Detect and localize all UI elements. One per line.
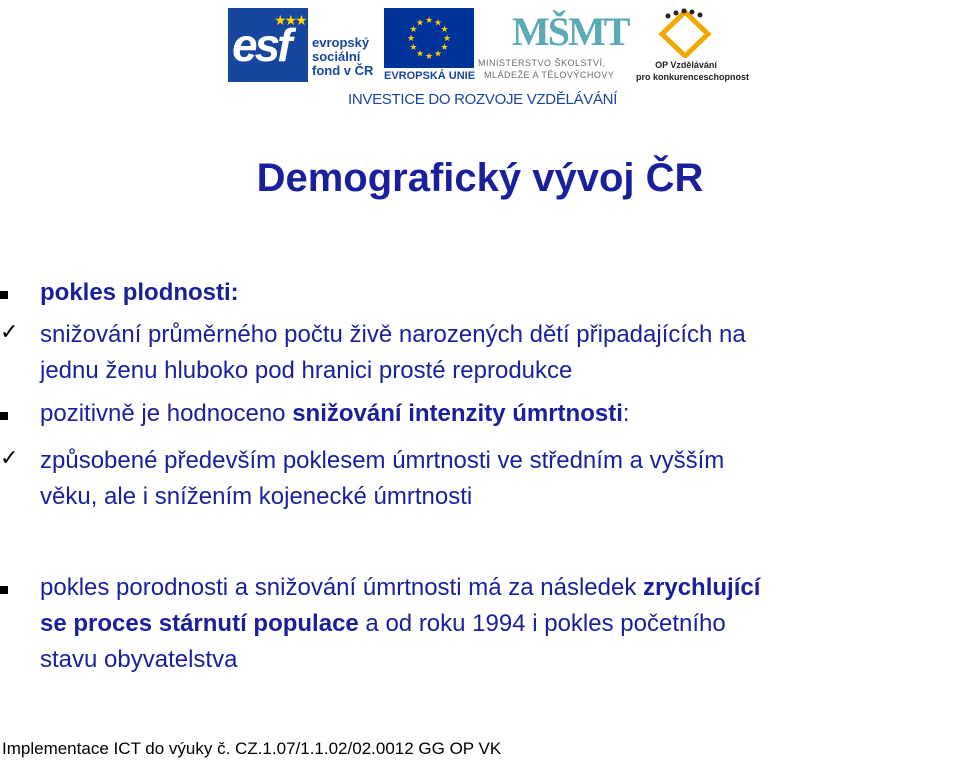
eu-star-icon: ★ bbox=[424, 51, 434, 61]
eu-label: EVROPSKÁ UNIE bbox=[384, 70, 476, 82]
op-emblem-icon bbox=[658, 8, 712, 58]
eu-star-icon: ★ bbox=[440, 42, 449, 52]
star-icon: ★★★ bbox=[274, 12, 306, 28]
eu-star-icon: ★ bbox=[433, 17, 443, 28]
eu-star-icon: ★ bbox=[433, 48, 443, 59]
esf-mark: esf bbox=[232, 19, 290, 71]
eu-flag-icon bbox=[384, 8, 474, 68]
investice-tagline: INVESTICE DO ROZVOJE VZDĚLÁVÁNÍ bbox=[348, 91, 618, 108]
square-bullet-icon bbox=[0, 586, 8, 594]
bullet-text: pozitivně je hodnoceno snižování intenzity úmrtnosti: bbox=[40, 400, 630, 427]
eu-star-icon: ★ bbox=[406, 33, 416, 43]
op-line: OP Vzdělávání bbox=[655, 60, 717, 70]
op-line: pro konkurenceschopnost bbox=[636, 72, 750, 82]
eu-star-icon: ★ bbox=[415, 48, 425, 59]
esf-line: sociální bbox=[312, 49, 361, 64]
bullet-text: snižování průměrného počtu živě narozených dětí připadajících na bbox=[40, 321, 746, 348]
msmt-line: MLÁDEŽE A TĚLOVÝCHOVY bbox=[484, 70, 615, 80]
eu-star-icon: ★ bbox=[424, 15, 434, 25]
check-bullet-icon: ✓ bbox=[0, 446, 19, 471]
bullet-text: se proces stárnutí populace a od roku 1994 i pokles početního bbox=[40, 610, 726, 637]
eu-logo bbox=[384, 8, 474, 82]
bullet-text: pokles plodnosti: bbox=[40, 279, 239, 306]
esf-line: evropský bbox=[312, 35, 370, 50]
bullet-text: věku, ale i snížením kojenecké úmrtnosti bbox=[40, 483, 473, 510]
eu-star-icon: ★ bbox=[440, 24, 449, 34]
bullet-text: pokles porodnosti a snižování úmrtnosti má za následek zrychlující bbox=[40, 574, 761, 601]
bullet-text: stavu obyvatelstva bbox=[40, 646, 238, 673]
slide-title: Demografický vývoj ČR bbox=[256, 156, 704, 200]
msmt-line: MINISTERSTVO ŠKOLSTVÍ, bbox=[478, 58, 606, 68]
footer-project-id: Implementace ICT do výuky č. CZ.1.07/1.1.02/02.0012 GG OP VK bbox=[2, 739, 502, 758]
bullet-text: jednu ženu hluboko pod hranici prosté reprodukce bbox=[40, 357, 573, 384]
eu-star-icon: ★ bbox=[415, 17, 425, 28]
square-bullet-icon bbox=[0, 291, 8, 299]
bullet-text: způsobené především poklesem úmrtnosti ve středním a vyšším bbox=[40, 447, 725, 474]
esf-logo bbox=[228, 8, 378, 82]
header-logos bbox=[0, 0, 960, 115]
eu-star-icon: ★ bbox=[409, 24, 418, 34]
check-bullet-icon: ✓ bbox=[0, 320, 19, 345]
eu-star-icon: ★ bbox=[409, 42, 418, 52]
op-logo bbox=[636, 6, 750, 84]
msmt-mark: MŠMT bbox=[512, 9, 629, 54]
esf-line: fond v ČR bbox=[312, 63, 374, 78]
eu-star-icon: ★ bbox=[442, 33, 452, 43]
msmt-logo bbox=[478, 8, 634, 82]
square-bullet-icon bbox=[0, 412, 8, 420]
